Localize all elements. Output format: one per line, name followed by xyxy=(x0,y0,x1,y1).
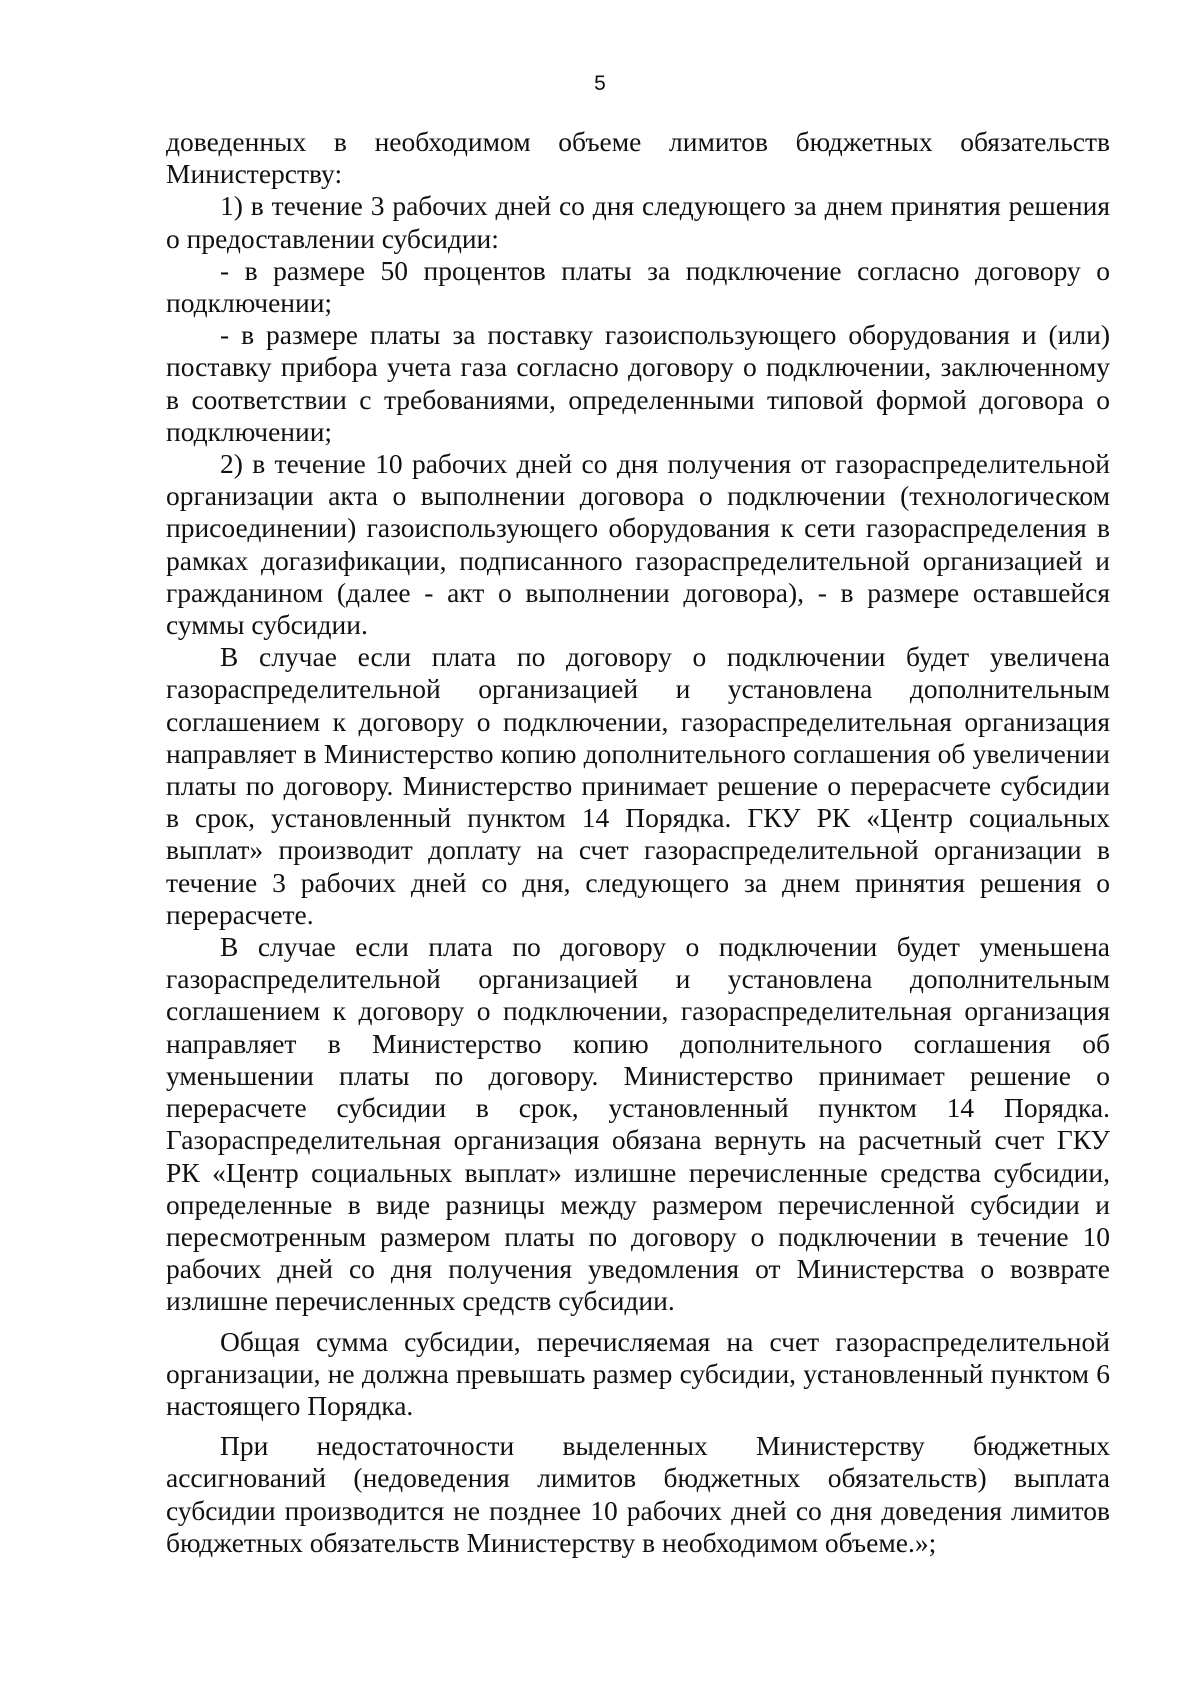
document-body xyxy=(166,126,1110,1559)
paragraph-item-1: 1) в течение 3 рабочих дней со дня следующего за днем принятия решения о предоставлении субсидии: xyxy=(166,190,1110,254)
paragraph-total-subsidy: Общая сумма субсидии, перечисляемая на счет газораспределительной организации, не должна превышать размер субсидии, установленный пунктом 6 настоящего Порядка. xyxy=(166,1325,1110,1421)
paragraph-fee-decrease: В случае если плата по договору о подключении будет уменьшена газораспределительной организацией и установлена дополнительным соглашением к договору о подключении, газораспределительная организация направляет в Министерство копию дополнительного соглашения об уменьшении платы по договору. Министерство принимает решение о перерасчете субсидии в срок, установленный пунктом 14 Порядка. Газораспределительная организация обязана вернуть на расчетный счет ГКУ РК «Центр социальных выплат» излишне перечисленные средства субсидии, определенные в виде разницы между размером перечисленной субсидии и пересмотренным размером платы по договору о подключении в течение 10 рабочих дней со дня получения уведомления от Министерства о возврате излишне перечисленных средств субсидии. xyxy=(166,931,1110,1317)
paragraph-subitem-50-percent: - в размере 50 процентов платы за подключение согласно договору о подключении; xyxy=(166,254,1110,319)
paragraph-insufficient-funds: При недостаточности выделенных Министерству бюджетных ассигнований (недоведения лимитов бюджетных обязательств) выплата субсидии производится не позднее 10 рабочих дней со дня доведения лимитов бюджетных обязательств Министерству в необходимом объеме.»; xyxy=(166,1430,1110,1558)
paragraph-continuation: доведенных в необходимом объеме лимитов бюджетных обязательств Министерству: xyxy=(166,126,1110,190)
paragraph-fee-increase: В случае если плата по договору о подключении будет увеличена газораспределительной организацией и установлена дополнительным соглашением к договору о подключении, газораспределительная организация направляет в Министерство копию дополнительного соглашения об увеличении платы по договору. Министерство принимает решение о перерасчете субсидии в срок, установленный пунктом 14 Порядка. ГКУ РК «Центр социальных выплат» производит доплату на счет газораспределительной организации в течение 3 рабочих дней со дня, следующего за днем принятия решения о перерасчете. xyxy=(166,641,1110,930)
page-number: 5 xyxy=(594,72,606,95)
paragraph-subitem-equipment: - в размере платы за поставку газоиспользующего оборудования и (или) поставку прибора учета газа согласно договору о подключении, заключенному в соответствии с требованиями, определенными типовой формой договора о подключении; xyxy=(166,319,1110,447)
paragraph-item-2: 2) в течение 10 рабочих дней со дня получения от газораспределительной организации акта о выполнении договора о подключении (технологическом присоединении) газоиспользующего оборудования к сети газораспределения в рамках догазификации, подписанного газораспределительной организацией и гражданином (далее - акт о выполнении договора), - в размере оставшейся суммы субсидии. xyxy=(166,448,1110,641)
